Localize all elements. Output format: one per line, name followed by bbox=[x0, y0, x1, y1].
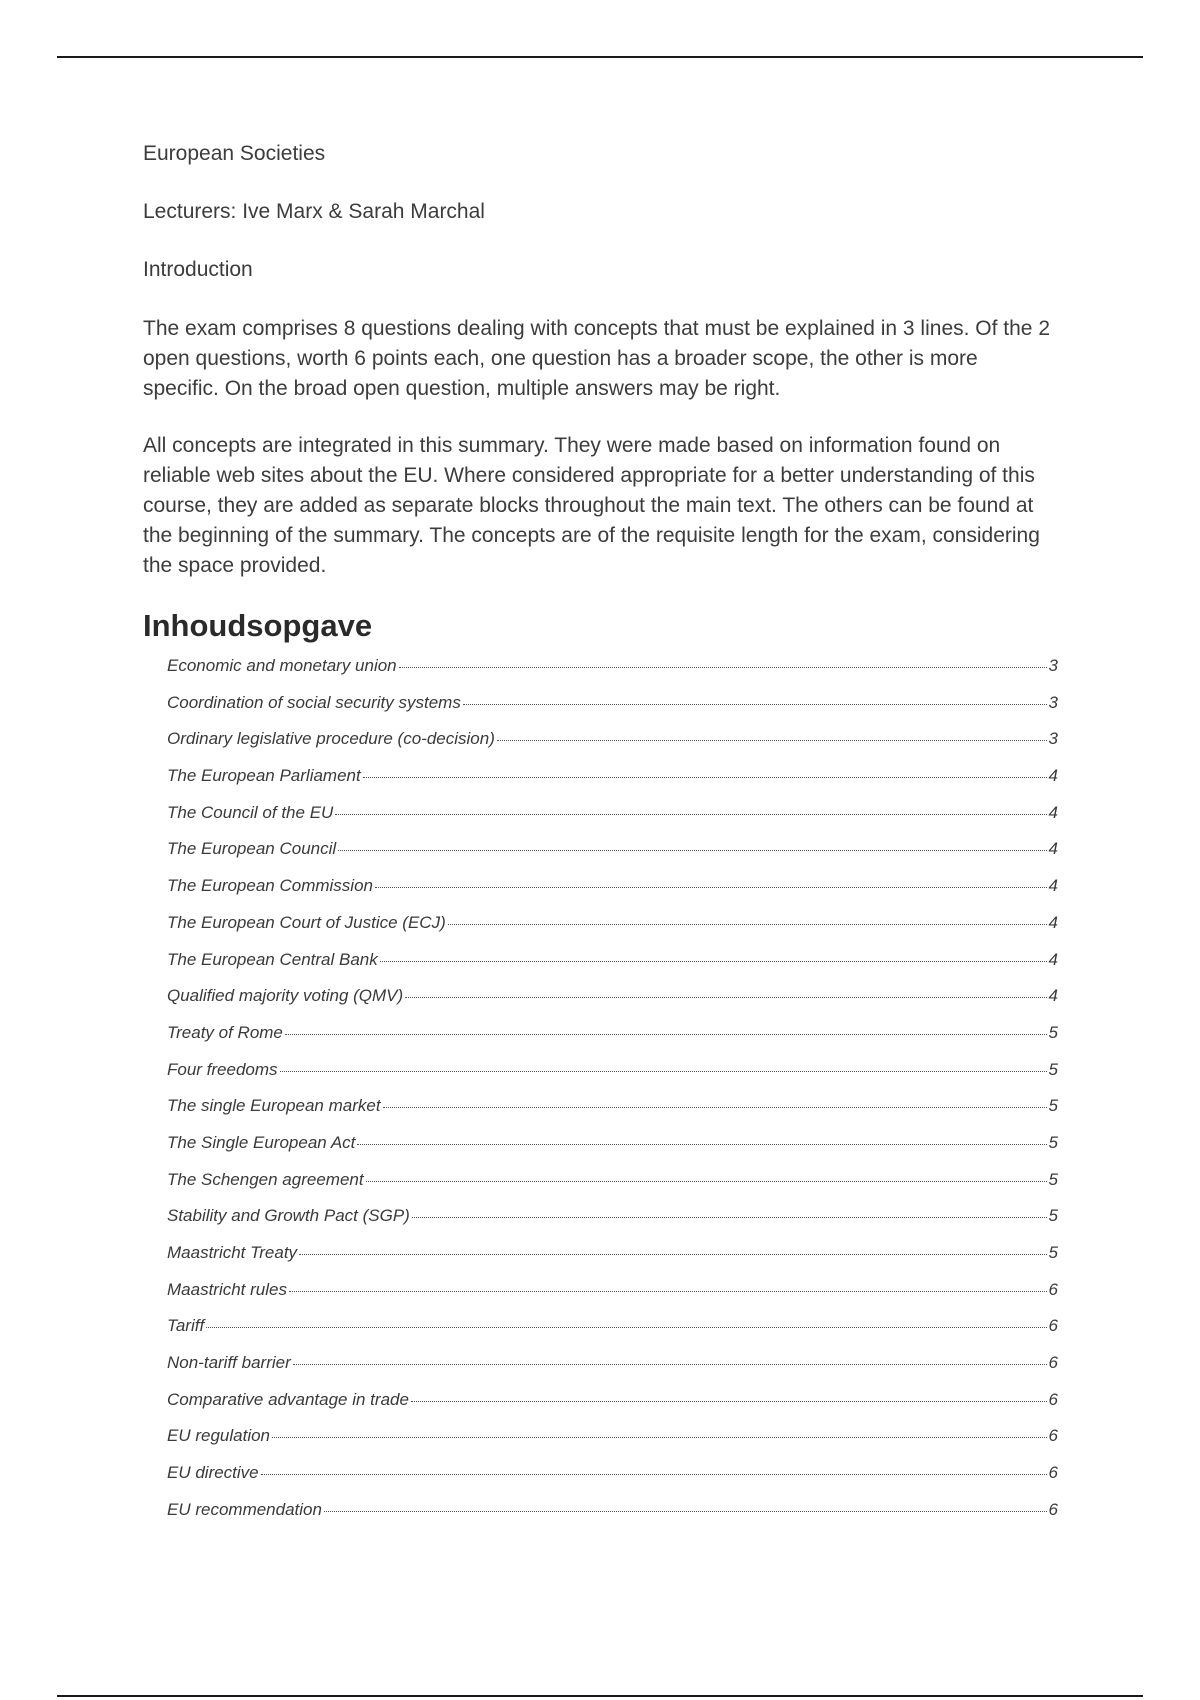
toc-entry-title[interactable]: The single European market bbox=[167, 1096, 381, 1116]
toc-entry[interactable] bbox=[167, 1280, 1058, 1317]
lecturers-line: Lecturers: Ive Marx & Sarah Marchal bbox=[143, 200, 485, 223]
toc-dot-leader bbox=[497, 740, 1047, 741]
toc-entry[interactable] bbox=[167, 1206, 1058, 1243]
toc-entry[interactable] bbox=[167, 1096, 1058, 1133]
toc-entry-title[interactable]: Tariff bbox=[167, 1316, 205, 1336]
toc-dot-leader bbox=[280, 1071, 1047, 1072]
toc-dot-leader bbox=[335, 814, 1046, 815]
course-title: European Societies bbox=[143, 142, 326, 165]
toc-entry[interactable] bbox=[167, 1023, 1058, 1060]
toc-entry-page[interactable]: 5 bbox=[1048, 1169, 1058, 1189]
toc-dot-leader bbox=[272, 1437, 1047, 1438]
toc-dot-leader bbox=[357, 1144, 1046, 1145]
toc-entry-page[interactable]: 4 bbox=[1048, 949, 1058, 969]
toc-entry-title[interactable]: Stability and Growth Pact (SGP) bbox=[167, 1206, 410, 1226]
page-content bbox=[143, 140, 1058, 1537]
toc-entry[interactable] bbox=[167, 950, 1058, 987]
toc-entry-title[interactable]: EU recommendation bbox=[167, 1499, 322, 1519]
toc-entry[interactable] bbox=[167, 766, 1058, 803]
toc-entry-page[interactable]: 6 bbox=[1048, 1353, 1058, 1373]
toc-heading: Inhoudsopgave bbox=[143, 608, 373, 643]
toc-entry-page[interactable]: 6 bbox=[1048, 1389, 1058, 1409]
toc-entry-page[interactable]: 4 bbox=[1048, 802, 1058, 822]
toc-dot-leader bbox=[383, 1107, 1047, 1108]
toc-entry-page[interactable]: 6 bbox=[1048, 1463, 1058, 1483]
toc-entry-page[interactable]: 3 bbox=[1048, 692, 1058, 712]
table-of-contents bbox=[143, 656, 1058, 1537]
toc-entry-title[interactable]: Coordination of social security systems bbox=[167, 692, 461, 712]
toc-entry[interactable] bbox=[167, 1353, 1058, 1390]
toc-entry-title[interactable]: The Council of the EU bbox=[167, 802, 334, 822]
toc-entry-page[interactable]: 5 bbox=[1048, 1059, 1058, 1079]
toc-entry[interactable] bbox=[167, 1316, 1058, 1353]
toc-entry-title[interactable]: Non-tariff barrier bbox=[167, 1353, 291, 1373]
toc-entry-page[interactable]: 4 bbox=[1048, 986, 1058, 1006]
toc-entry-page[interactable]: 5 bbox=[1048, 1132, 1058, 1152]
toc-entry-title[interactable]: Maastricht rules bbox=[167, 1279, 287, 1299]
toc-entry-page[interactable]: 4 bbox=[1048, 912, 1058, 932]
toc-entry-page[interactable]: 6 bbox=[1048, 1279, 1058, 1299]
toc-entry-page[interactable]: 6 bbox=[1048, 1316, 1058, 1336]
toc-entry[interactable] bbox=[167, 839, 1058, 876]
toc-dot-leader bbox=[324, 1511, 1047, 1512]
toc-dot-leader bbox=[363, 777, 1047, 778]
toc-entry-page[interactable]: 4 bbox=[1048, 766, 1058, 786]
toc-entry-title[interactable]: The Schengen agreement bbox=[167, 1169, 364, 1189]
toc-entry[interactable] bbox=[167, 1170, 1058, 1207]
toc-dot-leader bbox=[380, 961, 1047, 962]
toc-entry[interactable] bbox=[167, 1243, 1058, 1280]
toc-entry-title[interactable]: Four freedoms bbox=[167, 1059, 278, 1079]
toc-entry-page[interactable]: 6 bbox=[1048, 1499, 1058, 1519]
toc-dot-leader bbox=[293, 1364, 1047, 1365]
toc-entry-title[interactable]: The Single European Act bbox=[167, 1132, 356, 1152]
toc-entry-title[interactable]: The European Parliament bbox=[167, 766, 361, 786]
toc-entry-title[interactable]: EU directive bbox=[167, 1463, 259, 1483]
toc-dot-leader bbox=[206, 1327, 1046, 1328]
toc-dot-leader bbox=[405, 997, 1046, 998]
toc-dot-leader bbox=[338, 850, 1046, 851]
toc-dot-leader bbox=[412, 1217, 1047, 1218]
toc-dot-leader bbox=[289, 1291, 1047, 1292]
toc-entry-page[interactable]: 3 bbox=[1048, 656, 1058, 675]
intro-paragraph: All concepts are integrated in this summary. They were made based on information found on reliable web sites about the EU. Where considered appropriate for a better understanding of this course, they are added as separate blocks throughout the main text. The others can be found at the beginning of the summary. The concepts are of the requisite length for the exam, considering the space provided. bbox=[143, 434, 1040, 577]
toc-entry[interactable] bbox=[167, 1133, 1058, 1170]
toc-dot-leader bbox=[448, 924, 1047, 925]
toc-dot-leader bbox=[261, 1474, 1047, 1475]
toc-entry-page[interactable]: 4 bbox=[1048, 839, 1058, 859]
toc-entry-title[interactable]: Maastricht Treaty bbox=[167, 1243, 298, 1262]
toc-entry-title[interactable]: Economic and monetary union bbox=[167, 656, 397, 675]
toc-dot-leader bbox=[366, 1181, 1047, 1182]
toc-entry-page[interactable]: 5 bbox=[1048, 1096, 1058, 1116]
toc-dot-leader bbox=[463, 704, 1047, 705]
toc-entry[interactable] bbox=[167, 1500, 1058, 1537]
toc-dot-leader bbox=[411, 1401, 1047, 1402]
toc-entry-title[interactable]: The European Court of Justice (ECJ) bbox=[167, 912, 446, 932]
toc-entry-title[interactable]: Ordinary legislative procedure (co-decision) bbox=[167, 729, 495, 749]
toc-entry-title[interactable]: EU regulation bbox=[167, 1426, 271, 1446]
toc-entry-title[interactable]: Comparative advantage in trade bbox=[167, 1389, 409, 1409]
toc-entry-page[interactable]: 5 bbox=[1048, 1022, 1058, 1042]
footer-rule bbox=[57, 1695, 1143, 1697]
toc-dot-leader bbox=[399, 667, 1047, 668]
toc-entry-page[interactable]: 3 bbox=[1048, 729, 1058, 749]
toc-dot-leader bbox=[375, 887, 1047, 888]
toc-entry[interactable] bbox=[167, 1390, 1058, 1427]
toc-entry[interactable] bbox=[167, 913, 1058, 950]
toc-entry-page[interactable]: 5 bbox=[1048, 1206, 1058, 1226]
toc-entry-title[interactable]: Qualified majority voting (QMV) bbox=[167, 986, 404, 1006]
toc-entry[interactable] bbox=[167, 986, 1058, 1023]
toc-dot-leader bbox=[299, 1254, 1046, 1255]
toc-entry[interactable] bbox=[167, 656, 1058, 693]
toc-entry[interactable] bbox=[167, 1060, 1058, 1097]
toc-entry[interactable] bbox=[167, 876, 1058, 913]
toc-entry[interactable] bbox=[167, 729, 1058, 766]
toc-entry-title[interactable]: The European Council bbox=[167, 839, 337, 859]
toc-entry-title[interactable]: The European Central Bank bbox=[167, 949, 378, 969]
section-title: Introduction bbox=[143, 258, 253, 281]
toc-entry-page[interactable]: 4 bbox=[1048, 876, 1058, 896]
header-rule bbox=[57, 56, 1143, 58]
toc-entry-title[interactable]: The European Commission bbox=[167, 876, 373, 896]
toc-entry-title[interactable]: Treaty of Rome bbox=[167, 1022, 283, 1042]
toc-dot-leader bbox=[285, 1034, 1047, 1035]
toc-entry[interactable] bbox=[167, 693, 1058, 730]
toc-entry[interactable] bbox=[167, 1426, 1058, 1463]
toc-entry-page[interactable]: 6 bbox=[1048, 1426, 1058, 1446]
toc-entry[interactable] bbox=[167, 1463, 1058, 1500]
intro-paragraph: The exam comprises 8 questions dealing with concepts that must be explained in 3 lines. Of the 2 open questions, worth 6 points each, one question has a broader scope, the other is more specific. On the broad open question, multiple answers may be right. bbox=[143, 317, 1050, 400]
toc-entry-page[interactable]: 5 bbox=[1048, 1243, 1058, 1262]
toc-entry[interactable] bbox=[167, 803, 1058, 840]
